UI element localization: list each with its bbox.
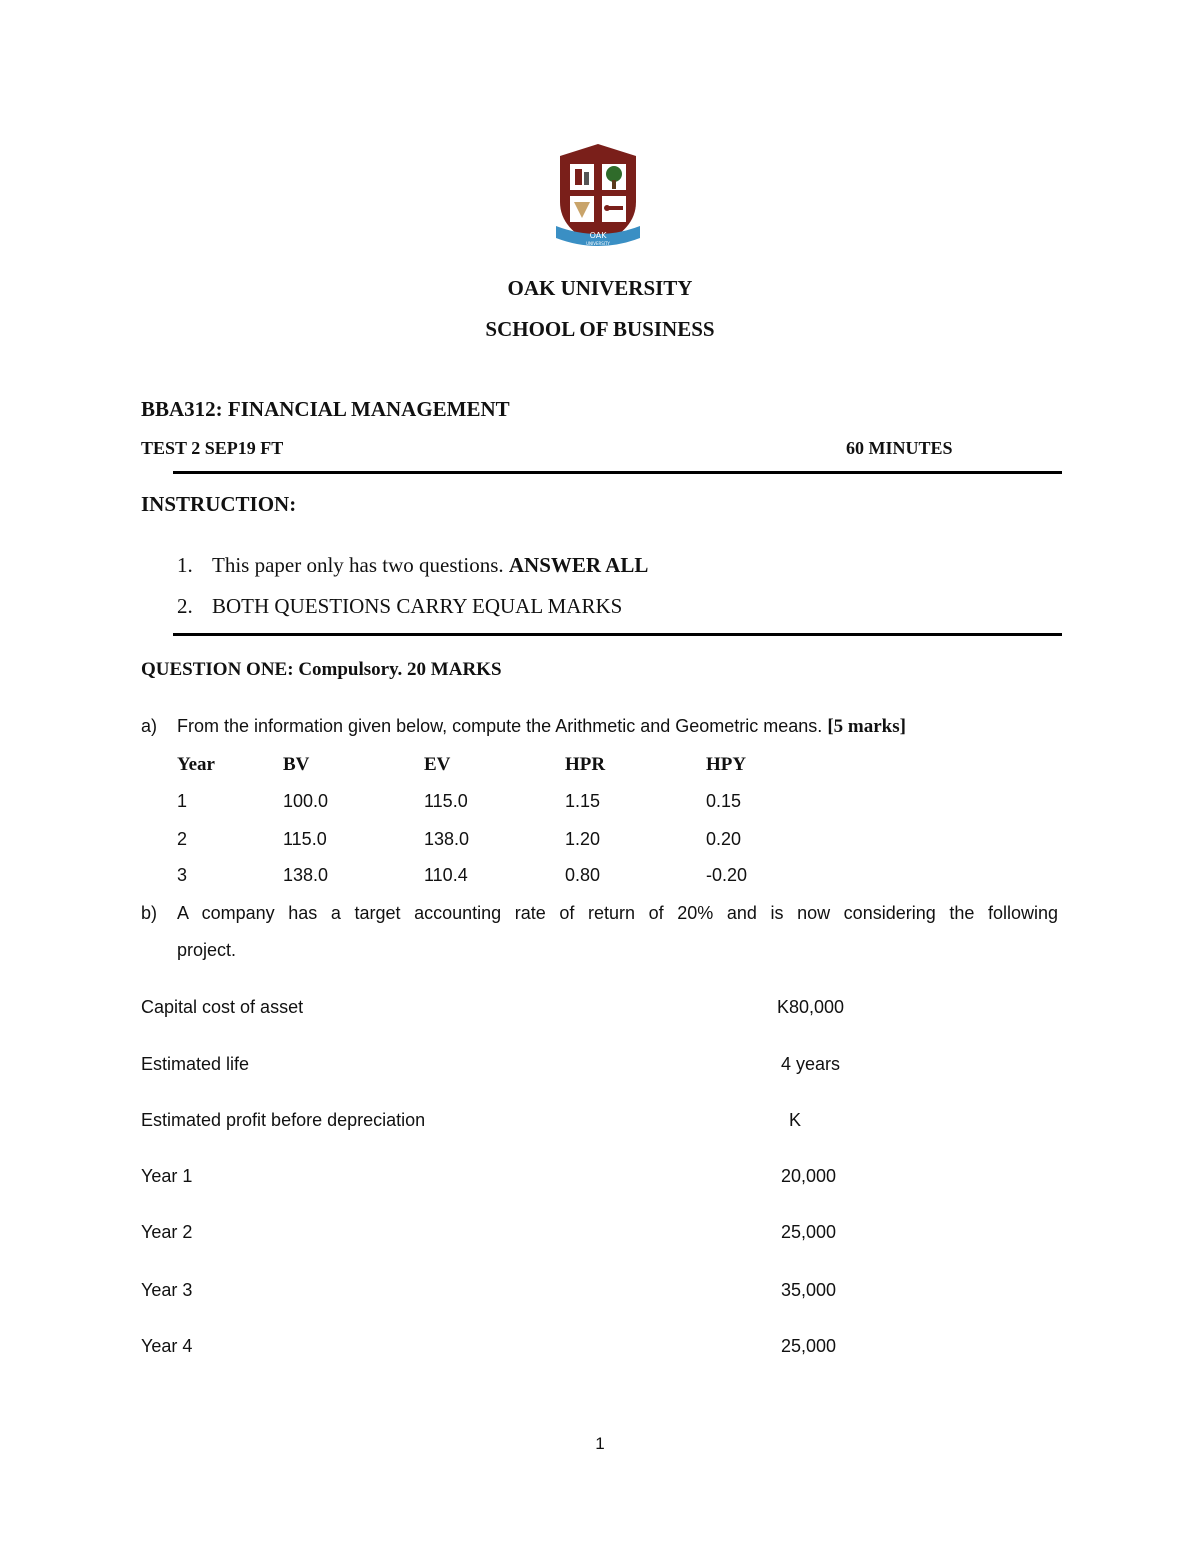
- table-cell: 115.0: [283, 829, 327, 849]
- part-a-label: a): [141, 716, 158, 736]
- instruction-divider: [173, 633, 1062, 636]
- project-item-value: 35,000: [781, 1280, 837, 1300]
- test-duration: 60 MINUTES: [846, 438, 953, 458]
- project-item-label: Estimated profit before depreciation: [141, 1110, 426, 1130]
- table-cell: 1.15: [565, 791, 601, 811]
- project-item-label: Estimated life: [141, 1054, 250, 1074]
- project-item-label: Year 1: [141, 1166, 193, 1186]
- table-cell: -0.20: [706, 865, 748, 885]
- table-cell: 0.15: [706, 791, 742, 811]
- table-header: BV: [283, 754, 310, 775]
- project-item-value: 25,000: [781, 1336, 837, 1356]
- part-b-text-line2: project.: [177, 940, 237, 960]
- table-cell: 0.20: [706, 829, 742, 849]
- course-title: BBA312: FINANCIAL MANAGEMENT: [141, 397, 510, 421]
- table-header: Year: [177, 754, 215, 775]
- university-crest-logo: [548, 142, 648, 254]
- table-cell: 138.0: [424, 829, 470, 849]
- table-header: HPR: [565, 754, 606, 775]
- project-item-value: K80,000: [777, 997, 845, 1017]
- instruction-title: INSTRUCTION:: [141, 492, 297, 516]
- project-item-label: Year 2: [141, 1222, 193, 1242]
- project-item-label: Year 3: [141, 1280, 193, 1300]
- project-item-value: 25,000: [781, 1222, 837, 1242]
- table-cell: 1: [177, 791, 188, 811]
- instruction-item-number: 1.: [177, 553, 193, 577]
- project-item-value: 4 years: [781, 1054, 841, 1074]
- page-number: 1: [595, 1434, 605, 1453]
- table-cell: 138.0: [283, 865, 329, 885]
- table-cell: 2: [177, 829, 188, 849]
- part-b-text-line1: A company has a target accounting rate of return of 20% and is now considering the following: [177, 903, 1058, 923]
- instruction-item-emphasis: ANSWER ALL: [508, 553, 649, 577]
- test-name: TEST 2 SEP19 FT: [141, 438, 284, 458]
- table-cell: 100.0: [283, 791, 329, 811]
- header-divider: [173, 471, 1062, 474]
- project-item-label: Capital cost of asset: [141, 997, 304, 1017]
- table-cell: 1.20: [565, 829, 601, 849]
- university-name: OAK UNIVERSITY: [507, 276, 693, 300]
- crest-banner-subtext: UNIVERSITY: [586, 241, 610, 246]
- table-header: HPY: [706, 754, 747, 775]
- instruction-item-text: BOTH QUESTIONS CARRY EQUAL MARKS: [212, 594, 623, 618]
- project-item-label: Year 4: [141, 1336, 193, 1356]
- instruction-item-2: [177, 594, 623, 619]
- table-cell: 110.4: [424, 865, 468, 885]
- table-cell: 3: [177, 865, 188, 885]
- crest-banner-text: OAK: [589, 231, 607, 240]
- table-cell: 0.80: [565, 865, 601, 885]
- school-name: SCHOOL OF BUSINESS: [485, 317, 715, 341]
- table-cell: 115.0: [424, 791, 468, 811]
- part-b-label: b): [141, 903, 158, 923]
- instruction-item-1: [177, 553, 649, 578]
- part-a-text: From the information given below, compute the Arithmetic and Geometric means. [5 marks]: [177, 716, 906, 737]
- instruction-item-number: 2.: [177, 594, 193, 618]
- question-one-title: QUESTION ONE: Compulsory. 20 MARKS: [141, 659, 502, 680]
- project-item-value: 20,000: [781, 1166, 837, 1186]
- project-item-value: K: [789, 1110, 802, 1130]
- instruction-item-text: This paper only has two questions.: [212, 553, 509, 577]
- table-header: EV: [424, 754, 451, 775]
